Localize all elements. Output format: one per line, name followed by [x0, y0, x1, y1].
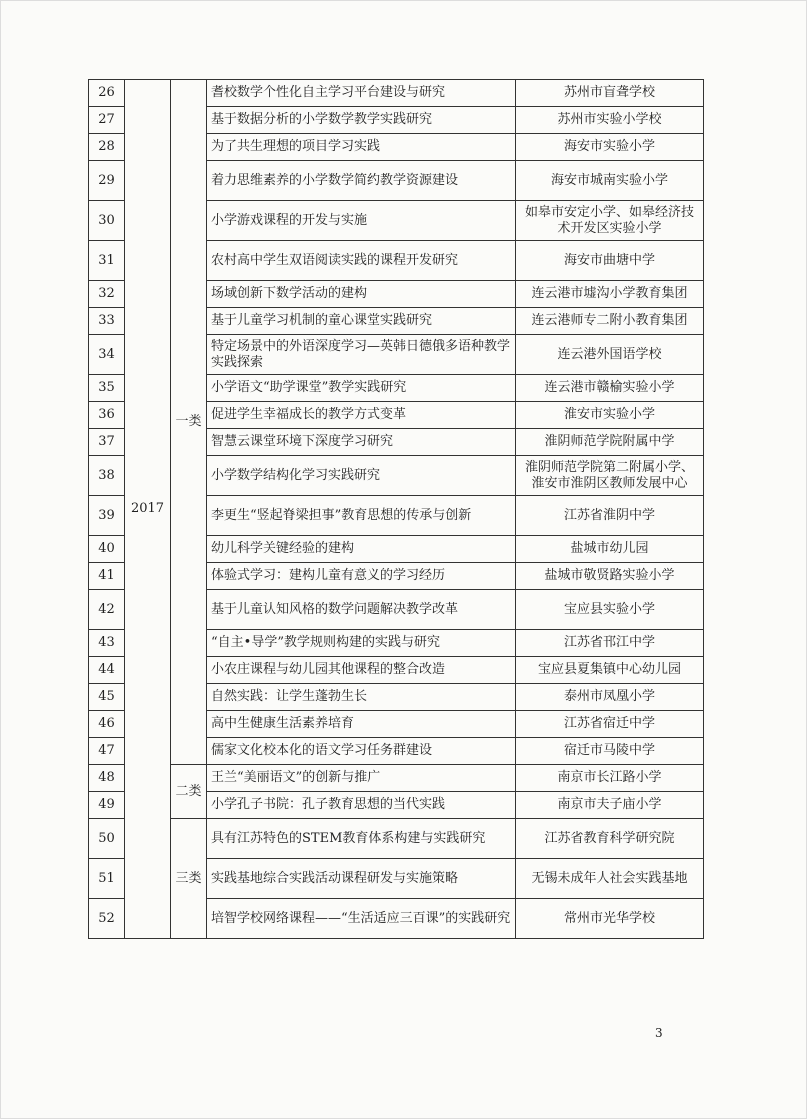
table-row [89, 765, 704, 792]
row-number: 48 [89, 765, 125, 792]
project-title: 小农庄课程与幼儿园其他课程的整合改造 [207, 657, 516, 684]
project-title: 培智学校网络课程——“生活适应三百课”的实践研究 [207, 899, 516, 939]
school-name: 海安市城南实验小学 [516, 161, 704, 201]
school-name: 常州市光华学校 [516, 899, 704, 939]
project-title: 李更生“竖起脊梁担事”教育思想的传承与创新 [207, 496, 516, 536]
table-row [89, 819, 704, 859]
project-title: 小学孔子书院：孔子教育思想的当代实践 [207, 792, 516, 819]
school-name: 江苏省教育科学研究院 [516, 819, 704, 859]
row-number: 50 [89, 819, 125, 859]
school-name: 淮阴师范学院第二附属小学、淮安市淮阴区教师发展中心 [516, 456, 704, 496]
school-name: 淮阴师范学院附属中学 [516, 429, 704, 456]
table-row [89, 80, 704, 107]
project-title: 耆校数学个性化自主学习平台建设与研究 [207, 80, 516, 107]
row-number: 45 [89, 684, 125, 711]
school-name: 苏州市实验小学校 [516, 107, 704, 134]
page-number: 3 [655, 1026, 663, 1040]
school-name: 海安市曲塘中学 [516, 241, 704, 281]
project-title: 王兰“美丽语文”的创新与推广 [207, 765, 516, 792]
row-number: 44 [89, 657, 125, 684]
row-number: 43 [89, 630, 125, 657]
row-number: 29 [89, 161, 125, 201]
school-name: 淮安市实验小学 [516, 402, 704, 429]
project-title: 智慧云课堂环境下深度学习研究 [207, 429, 516, 456]
row-number: 51 [89, 859, 125, 899]
school-name: 盐城市幼儿园 [516, 536, 704, 563]
school-name: 江苏省淮阴中学 [516, 496, 704, 536]
project-title: 自然实践：让学生蓬勃生长 [207, 684, 516, 711]
row-number: 41 [89, 563, 125, 590]
school-name: 盐城市敬贤路实验小学 [516, 563, 704, 590]
project-title: 实践基地综合实践活动课程研发与实施策略 [207, 859, 516, 899]
project-title: 小学游戏课程的开发与实施 [207, 201, 516, 241]
row-number: 30 [89, 201, 125, 241]
school-name: 连云港市墟沟小学教育集团 [516, 281, 704, 308]
row-number: 31 [89, 241, 125, 281]
row-number: 36 [89, 402, 125, 429]
project-title: 促进学生幸福成长的教学方式变革 [207, 402, 516, 429]
school-name: 如皋市安定小学、如皋经济技术开发区实验小学 [516, 201, 704, 241]
project-title: 基于数据分析的小学数学教学实践研究 [207, 107, 516, 134]
project-title: 体验式学习：建构儿童有意义的学习经历 [207, 563, 516, 590]
row-number: 32 [89, 281, 125, 308]
project-title: 高中生健康生活素养培育 [207, 711, 516, 738]
school-name: 宝应县夏集镇中心幼儿园 [516, 657, 704, 684]
row-number: 42 [89, 590, 125, 630]
school-name: 南京市长江路小学 [516, 765, 704, 792]
school-name: 江苏省宿迁中学 [516, 711, 704, 738]
row-number: 27 [89, 107, 125, 134]
project-title: 基于儿童认知风格的数学问题解决教学改革 [207, 590, 516, 630]
project-title: 农村高中学生双语阅读实践的课程开发研究 [207, 241, 516, 281]
school-name: 泰州市凤凰小学 [516, 684, 704, 711]
project-title: 着力思维素养的小学数学简约教学资源建设 [207, 161, 516, 201]
school-name: 连云港市赣榆实验小学 [516, 375, 704, 402]
school-name: 南京市夫子庙小学 [516, 792, 704, 819]
row-number: 28 [89, 134, 125, 161]
school-name: 无锡未成年人社会实践基地 [516, 859, 704, 899]
school-name: 江苏省邗江中学 [516, 630, 704, 657]
category-second: 二类 [171, 765, 207, 819]
project-title: 小学数学结构化学习实践研究 [207, 456, 516, 496]
category-first: 一类 [171, 80, 207, 765]
row-number: 47 [89, 738, 125, 765]
school-name: 连云港师专二附小教育集团 [516, 308, 704, 335]
project-title: 基于儿童学习机制的童心课堂实践研究 [207, 308, 516, 335]
project-title: 幼儿科学关键经验的建构 [207, 536, 516, 563]
row-number: 40 [89, 536, 125, 563]
row-number: 39 [89, 496, 125, 536]
project-title: 小学语文“助学课堂”教学实践研究 [207, 375, 516, 402]
project-title: 特定场景中的外语深度学习—英韩日德俄多语种教学实践探索 [207, 335, 516, 375]
row-number: 52 [89, 899, 125, 939]
school-name: 苏州市盲聋学校 [516, 80, 704, 107]
row-number: 49 [89, 792, 125, 819]
school-name: 连云港外国语学校 [516, 335, 704, 375]
project-title: “自主•导学”教学规则构建的实践与研究 [207, 630, 516, 657]
year-cell: 2017 [125, 80, 171, 939]
school-name: 宿迁市马陵中学 [516, 738, 704, 765]
projects-table [88, 79, 704, 939]
row-number: 46 [89, 711, 125, 738]
category-third: 三类 [171, 819, 207, 939]
project-title: 具有江苏特色的STEM教育体系构建与实践研究 [207, 819, 516, 859]
school-name: 宝应县实验小学 [516, 590, 704, 630]
row-number: 37 [89, 429, 125, 456]
project-title: 为了共生理想的项目学习实践 [207, 134, 516, 161]
row-number: 33 [89, 308, 125, 335]
project-title: 儒家文化校本化的语文学习任务群建设 [207, 738, 516, 765]
row-number: 38 [89, 456, 125, 496]
row-number: 34 [89, 335, 125, 375]
school-name: 海安市实验小学 [516, 134, 704, 161]
row-number: 35 [89, 375, 125, 402]
row-number: 26 [89, 80, 125, 107]
project-title: 场域创新下数学活动的建构 [207, 281, 516, 308]
